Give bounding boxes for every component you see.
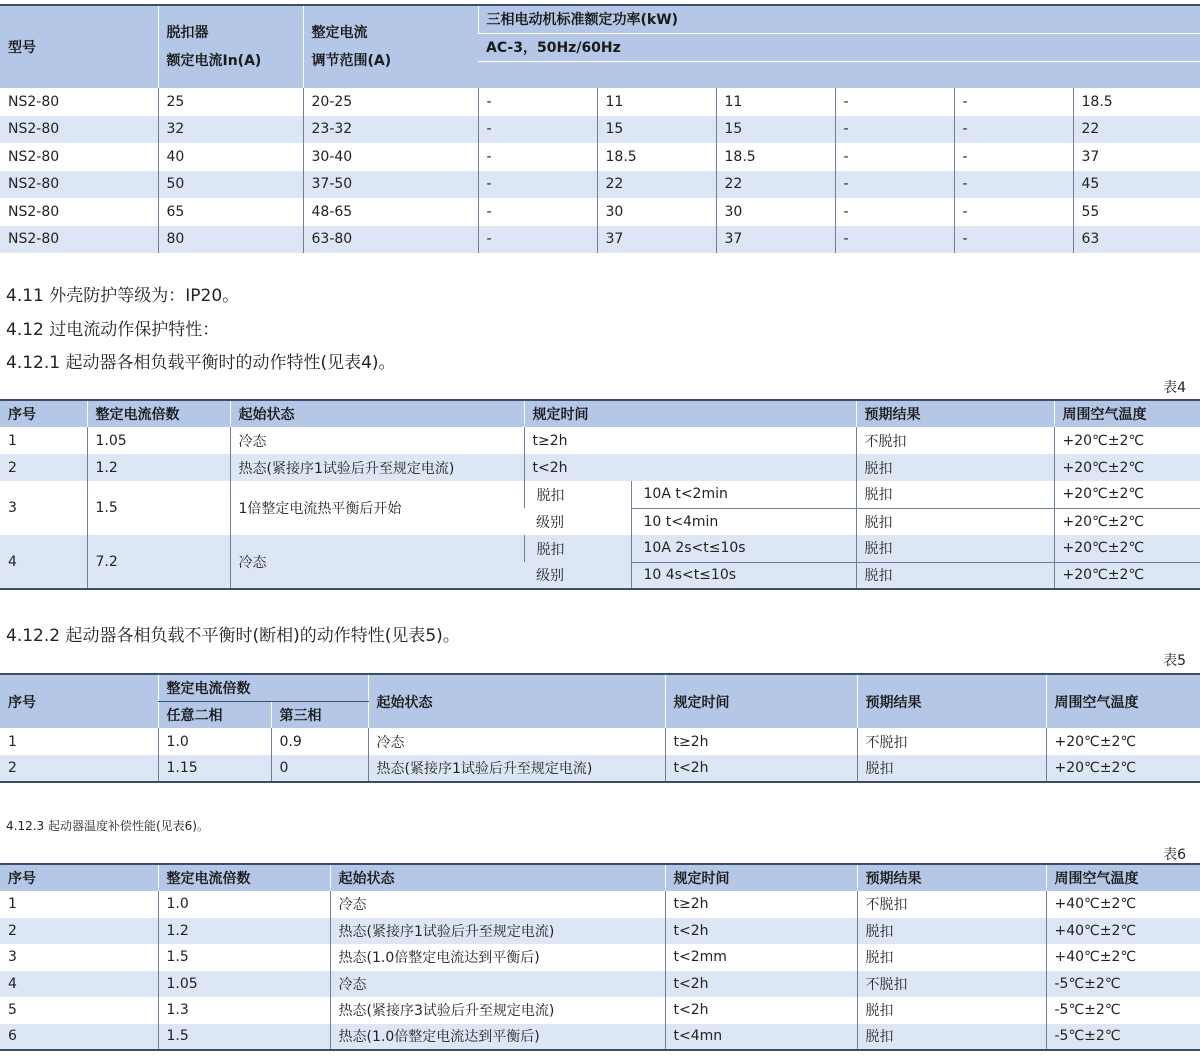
cell: -5℃±2℃ (1046, 971, 1200, 998)
table-row (0, 454, 1200, 481)
cell: - (835, 143, 954, 171)
cell: 热态(紧接序3试验后升至规定电流) (330, 997, 665, 1024)
cell: 脱扣 (524, 481, 631, 508)
cell: 45 (1073, 171, 1200, 199)
cell: - (478, 171, 597, 199)
t6-header-temp: 周围空气温度 (1046, 864, 1200, 891)
cell: t≥2h (665, 728, 857, 755)
cell: 热态(紧接序1试验后升至规定电流) (330, 918, 665, 945)
cell: t≥2h (524, 427, 856, 454)
header-release-current: 脱扣器 额定电流In(A) (158, 5, 303, 88)
cell: 热态(紧接序1试验后升至规定电流) (230, 454, 524, 481)
cell: - (954, 143, 1073, 171)
cell: - (954, 171, 1073, 199)
cell: 脱扣 (857, 1024, 1046, 1051)
cell: 11 (597, 88, 716, 116)
cell: 18.5 (597, 143, 716, 171)
table-row (0, 1024, 1200, 1051)
cell: NS2-80 (0, 226, 158, 254)
cell: t<2h (524, 454, 856, 481)
cell: 40 (158, 143, 303, 171)
table-row (0, 755, 1200, 782)
table-row (0, 944, 1200, 971)
cell: 7.2 (87, 535, 230, 589)
t5-header-time: 规定时间 (665, 674, 857, 728)
header-power-blank (478, 61, 1200, 88)
cell: 25 (158, 88, 303, 116)
table5-label: 表5 (1163, 653, 1186, 669)
cell: NS2-80 (0, 171, 158, 199)
cell: 冷态 (230, 427, 524, 454)
t5-header-any-two: 任意二相 (158, 701, 271, 728)
cell: +20℃±2℃ (1054, 427, 1200, 454)
cell: 1.0 (158, 891, 330, 918)
cell: 脱扣 (856, 481, 1054, 508)
cell: 22 (716, 171, 835, 199)
cell: - (835, 226, 954, 254)
cell: 37 (597, 226, 716, 254)
cell: 脱扣 (856, 562, 1054, 589)
temperature-compensation-table (0, 863, 1200, 1051)
cell: 热态(1.0倍整定电流达到平衡后) (330, 1024, 665, 1051)
cell: +20℃±2℃ (1054, 535, 1200, 562)
table-row (0, 971, 1200, 998)
cell: NS2-80 (8, 93, 60, 110)
unbalanced-load-table (0, 673, 1200, 783)
cell: 级别 (524, 562, 631, 589)
cell: 1倍整定电流热平衡后开始 (230, 481, 524, 535)
cell: 10 t<4min (631, 508, 856, 535)
cell: 11 (716, 88, 835, 116)
cell: 20-25 (303, 88, 478, 116)
cell: 50 (158, 171, 303, 199)
cell: - (835, 171, 954, 199)
t5-header-result: 预期结果 (857, 674, 1046, 728)
cell: 1.15 (158, 755, 271, 782)
t4-header-no: 序号 (0, 400, 87, 427)
cell: 脱扣 (856, 535, 1054, 562)
cell: 1.5 (158, 1024, 330, 1051)
cell: 1.05 (158, 971, 330, 998)
cell: +40℃±2℃ (1046, 891, 1200, 918)
t5-header-multiple: 整定电流倍数 (158, 674, 368, 701)
cell: 冷态 (330, 891, 665, 918)
cell: - (835, 88, 954, 116)
t4-header-state: 起始状态 (230, 400, 524, 427)
cell: 脱扣 (857, 997, 1046, 1024)
cell: +20℃±2℃ (1054, 454, 1200, 481)
cell: +20℃±2℃ (1054, 481, 1200, 508)
cell: t<2mm (665, 944, 857, 971)
cell: 6 (0, 1024, 158, 1051)
cell: 级别 (536, 514, 564, 531)
clause-4-12-1: 4.12.1 起动器各相负载平衡时的动作特性(见表4)。 (6, 353, 396, 373)
table-row (0, 88, 1200, 116)
cell: 热态(1.0倍整定电流达到平衡后) (330, 944, 665, 971)
t4-header-temp: 周围空气温度 (1054, 400, 1200, 427)
cell: 5 (8, 1002, 17, 1019)
cell: - (478, 116, 597, 144)
cell: 63-80 (303, 226, 478, 254)
cell: 37-50 (303, 171, 478, 199)
motor-power-table (0, 4, 1200, 253)
cell: 22 (597, 171, 716, 199)
cell: t<2h (665, 918, 857, 945)
cell: 2 (0, 755, 158, 782)
cell: t<2h (665, 997, 857, 1024)
cell: - (954, 226, 1073, 254)
cell: +40℃±2℃ (1046, 918, 1200, 945)
table-row (0, 171, 1200, 199)
cell: 80 (158, 226, 303, 254)
table-row (0, 728, 1200, 755)
t4-header-multiple: 整定电流倍数 (87, 400, 230, 427)
table6-label: 表6 (1163, 847, 1186, 863)
cell: 15 (597, 116, 716, 144)
cell: NS2-80 (8, 203, 60, 220)
table-row (0, 918, 1200, 945)
t4-header-result: 预期结果 (856, 400, 1054, 427)
cell: 10A 2s<t≤10s (631, 535, 856, 562)
header-ac3: AC-3，50Hz/60Hz (478, 33, 1200, 61)
cell: 4 (0, 535, 87, 589)
cell: 3 (8, 500, 17, 516)
cell: t<2h (665, 755, 857, 782)
table-row (0, 116, 1200, 144)
cell: 30-40 (303, 143, 478, 171)
cell: -5℃±2℃ (1046, 997, 1200, 1024)
cell: 1.2 (158, 918, 330, 945)
cell: t<4mn (665, 1024, 857, 1051)
table-row (0, 143, 1200, 171)
cell: - (478, 226, 597, 254)
table-row (0, 481, 1200, 508)
cell: -5℃±2℃ (1046, 1024, 1200, 1051)
cell: 脱扣 (857, 755, 1046, 782)
cell: 脱扣 (857, 944, 1046, 971)
cell: 2 (0, 454, 87, 481)
cell: t≥2h (665, 891, 857, 918)
cell: 1.2 (87, 454, 230, 481)
cell: 1.0 (158, 728, 271, 755)
cell: - (835, 198, 954, 226)
cell: 脱扣 (856, 454, 1054, 481)
cell: 55 (1073, 198, 1200, 226)
cell: 1.3 (158, 997, 330, 1024)
clause-4-12: 4.12 过电流动作保护特性： (6, 320, 220, 340)
cell: 不脱扣 (857, 971, 1046, 998)
t6-header-multiple: 整定电流倍数 (158, 864, 330, 891)
clause-4-12-2: 4.12.2 起动器各相负载不平衡时(断相)的动作特性(见表5)。 (6, 626, 460, 646)
t5-header-no: 序号 (0, 674, 158, 728)
table-row (0, 427, 1200, 454)
cell: 10A t<2min (631, 481, 856, 508)
cell: 30 (716, 198, 835, 226)
t6-header-time: 规定时间 (665, 864, 857, 891)
cell: - (954, 116, 1073, 144)
cell: 37 (1073, 143, 1200, 171)
cell: 1 (8, 733, 17, 750)
header-model: 型号 (0, 5, 158, 88)
cell: 23-32 (303, 116, 478, 144)
cell: +20℃±2℃ (1046, 755, 1200, 782)
cell: 18.5 (716, 143, 835, 171)
cell: 3 (8, 949, 17, 966)
cell: 脱扣 (857, 918, 1046, 945)
cell: +20℃±2℃ (1054, 562, 1200, 589)
cell: NS2-80 (0, 116, 158, 144)
clause-4-11: 4.11 外壳防护等级为：IP20。 (6, 286, 240, 306)
cell: 冷态 (230, 535, 524, 589)
cell: NS2-80 (8, 148, 60, 165)
cell: 1 (8, 896, 17, 913)
cell: 0 (271, 755, 368, 782)
clause-4-12-3: 4.12.3 起动器温度补偿性能(见表6)。 (6, 819, 209, 833)
cell: 63 (1073, 226, 1200, 254)
header-setting-range: 整定电流 调节范围(A) (303, 5, 478, 88)
table-row (0, 535, 1200, 562)
cell: - (954, 88, 1073, 116)
cell: - (835, 116, 954, 144)
table-row (0, 891, 1200, 918)
t5-header-third: 第三相 (271, 701, 368, 728)
table-row (0, 997, 1200, 1024)
cell: - (478, 88, 597, 116)
header-motor-power: 三相电动机标准额定功率(kW) (478, 5, 1200, 33)
cell: t<2h (665, 971, 857, 998)
cell: 1 (8, 432, 17, 449)
t6-header-state: 起始状态 (330, 864, 665, 891)
cell: - (478, 143, 597, 171)
cell: 脱扣 (524, 535, 631, 562)
cell: - (478, 198, 597, 226)
cell: +20℃±2℃ (1054, 508, 1200, 535)
cell: 37 (716, 226, 835, 254)
cell: +20℃±2℃ (1046, 728, 1200, 755)
cell: 1.05 (87, 427, 230, 454)
table4-label: 表4 (1163, 380, 1186, 396)
cell: 32 (158, 116, 303, 144)
cell: 22 (1073, 116, 1200, 144)
t4-header-time: 规定时间 (524, 400, 856, 427)
cell: 65 (158, 198, 303, 226)
cell: 10 4s<t≤10s (631, 562, 856, 589)
cell: 脱扣 (856, 508, 1054, 535)
t6-header-no: 序号 (0, 864, 158, 891)
cell: 冷态 (368, 728, 665, 755)
cell: +40℃±2℃ (1046, 944, 1200, 971)
t5-header-state: 起始状态 (368, 674, 665, 728)
cell: 不脱扣 (857, 891, 1046, 918)
balanced-load-table (0, 399, 1200, 590)
cell: 30 (597, 198, 716, 226)
cell: 15 (716, 116, 835, 144)
cell: 不脱扣 (857, 728, 1046, 755)
cell: 冷态 (330, 971, 665, 998)
table-row (0, 226, 1200, 254)
cell: 1.5 (158, 944, 330, 971)
cell: 不脱扣 (856, 427, 1054, 454)
cell: 0.9 (271, 728, 368, 755)
cell: - (954, 198, 1073, 226)
table-row (0, 198, 1200, 226)
cell: 4 (0, 971, 158, 998)
cell: 2 (0, 918, 158, 945)
cell: 18.5 (1073, 88, 1200, 116)
cell: 热态(紧接序1试验后升至规定电流) (368, 755, 665, 782)
t5-header-temp: 周围空气温度 (1046, 674, 1200, 728)
t6-header-result: 预期结果 (857, 864, 1046, 891)
cell: 1.5 (87, 481, 230, 535)
cell: 48-65 (303, 198, 478, 226)
